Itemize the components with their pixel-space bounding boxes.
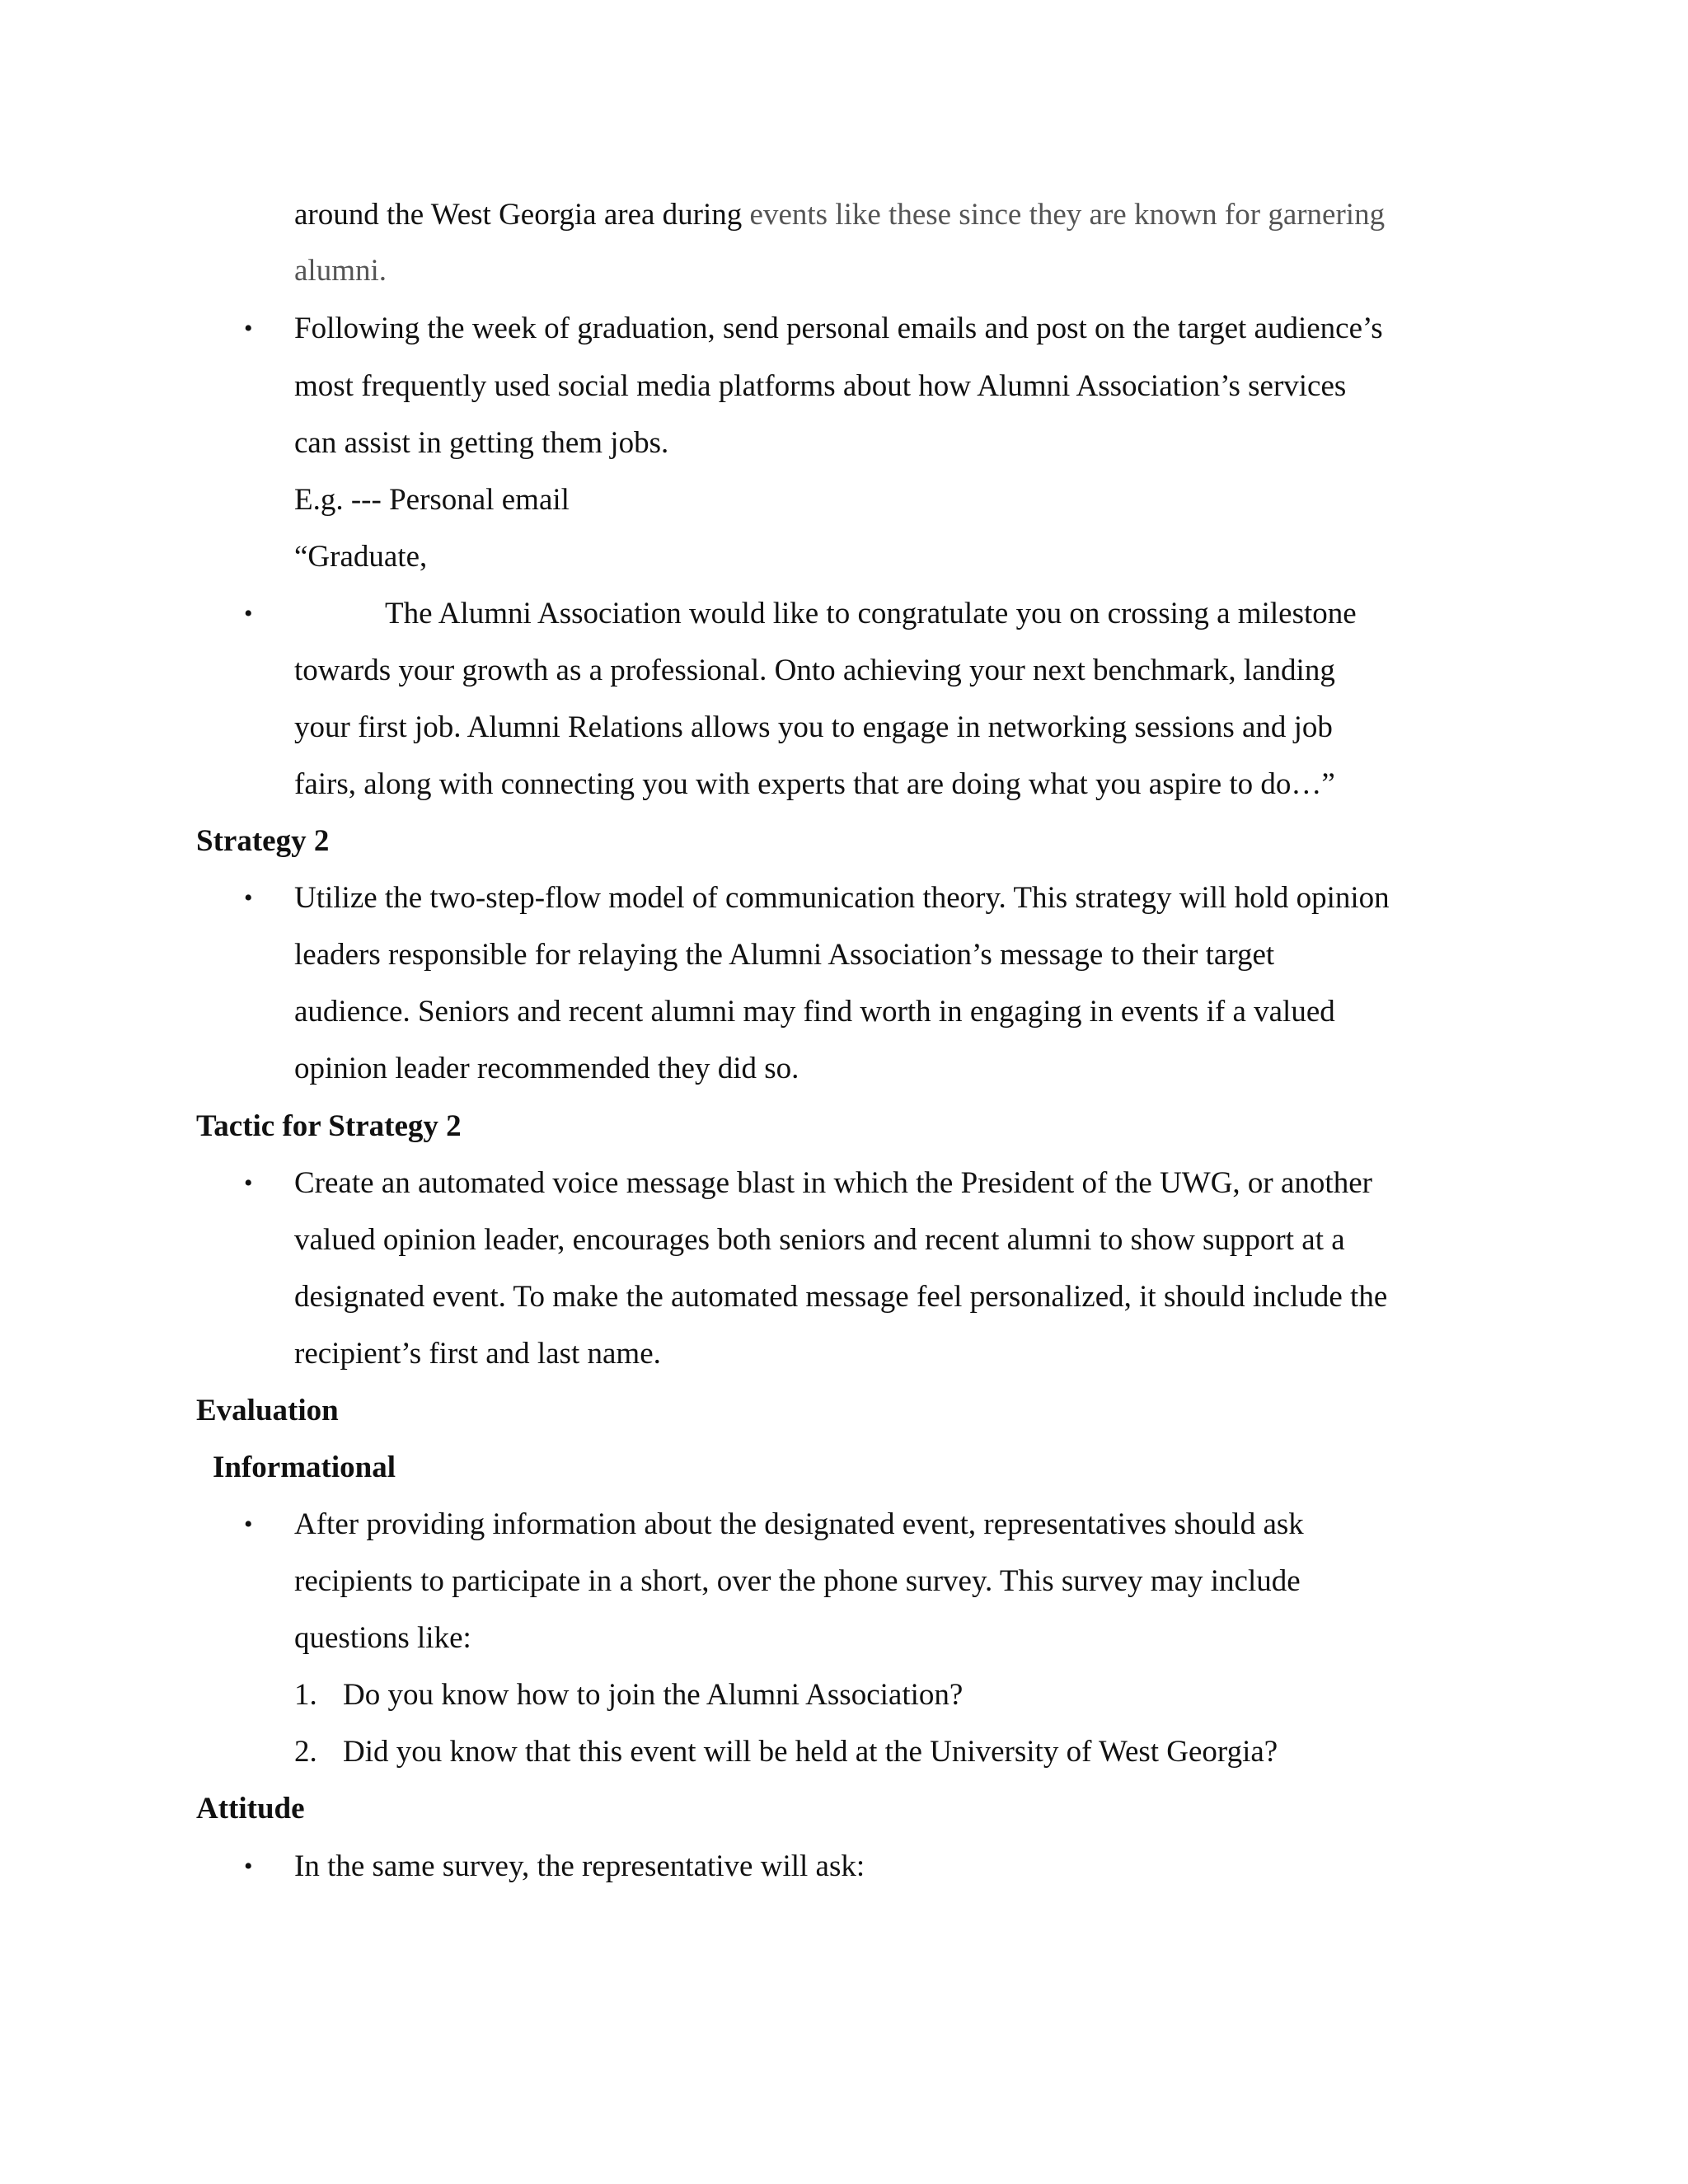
bullet-icon: •	[244, 884, 253, 912]
bullet2-line-4: fairs, along with connecting you with experts that are doing what you aspire to do…”	[294, 767, 1335, 801]
bullet-icon: •	[244, 600, 253, 627]
bullet2-line-2: towards your growth as a professional. Onto achieving your next benchmark, landing	[294, 654, 1335, 687]
bullet-icon: •	[244, 1853, 253, 1880]
bullet-icon: •	[244, 1169, 253, 1197]
strategy2-line-3: audience. Seniors and recent alumni may find worth in engaging in events if a valued	[294, 995, 1335, 1029]
continuation-text-dark: around the West Georgia area during	[294, 198, 750, 232]
strategy2-heading: Strategy 2	[196, 824, 330, 858]
question-number: 2.	[294, 1735, 317, 1769]
strategy2-line-2: leaders responsible for relaying the Alumni Association’s message to their target	[294, 938, 1275, 972]
question-2: Did you know that this event will be held at the University of West Georgia?	[343, 1735, 1278, 1769]
bullet2-line-3: your first job. Alumni Relations allows you to engage in networking sessions and job	[294, 710, 1333, 744]
tactic2-heading: Tactic for Strategy 2	[196, 1109, 462, 1143]
continuation-line-1	[294, 196, 1385, 234]
bullet1-line-3: can assist in getting them jobs.	[294, 426, 669, 460]
bullet-icon: •	[244, 315, 253, 342]
strategy2-line-4: opinion leader recommended they did so.	[294, 1052, 799, 1085]
attitude-heading: Attitude	[196, 1792, 305, 1825]
bullet-icon: •	[244, 1511, 253, 1538]
question-1: Do you know how to join the Alumni Association?	[343, 1678, 964, 1712]
tactic2-line-3: designated event. To make the automated message feel personalized, it should include the	[294, 1280, 1388, 1314]
evaluation-line-1: After providing information about the designated event, representatives should ask	[294, 1507, 1304, 1541]
continuation-line-2: alumni.	[294, 254, 387, 288]
strategy2-line-1: Utilize the two-step-flow model of communication theory. This strategy will hold opinion	[294, 881, 1390, 915]
continuation-text-gray: events like these since they are known for garnering	[749, 198, 1386, 232]
tactic2-line-4: recipient’s first and last name.	[294, 1337, 661, 1371]
tactic2-line-2: valued opinion leader, encourages both seniors and recent alumni to show support at a	[294, 1223, 1345, 1257]
evaluation-heading: Evaluation	[196, 1394, 339, 1427]
evaluation-line-2: recipients to participate in a short, over the phone survey. This survey may include	[294, 1564, 1301, 1598]
bullet1-line-4: E.g. --- Personal email	[294, 483, 570, 517]
attitude-line-1: In the same survey, the representative will ask:	[294, 1849, 865, 1883]
bullet2-line-1: The Alumni Association would like to congratulate you on crossing a milestone	[385, 597, 1357, 630]
informational-subheading: Informational	[213, 1451, 396, 1484]
bullet1-line-5: “Graduate,	[294, 540, 428, 574]
bullet1-line-1: Following the week of graduation, send personal emails and post on the target audience’s	[294, 312, 1383, 345]
question-number: 1.	[294, 1678, 317, 1712]
bullet1-line-2: most frequently used social media platforms about how Alumni Association’s services	[294, 369, 1347, 403]
evaluation-line-3: questions like:	[294, 1621, 471, 1655]
tactic2-line-1: Create an automated voice message blast in which the President of the UWG, or another	[294, 1166, 1372, 1200]
